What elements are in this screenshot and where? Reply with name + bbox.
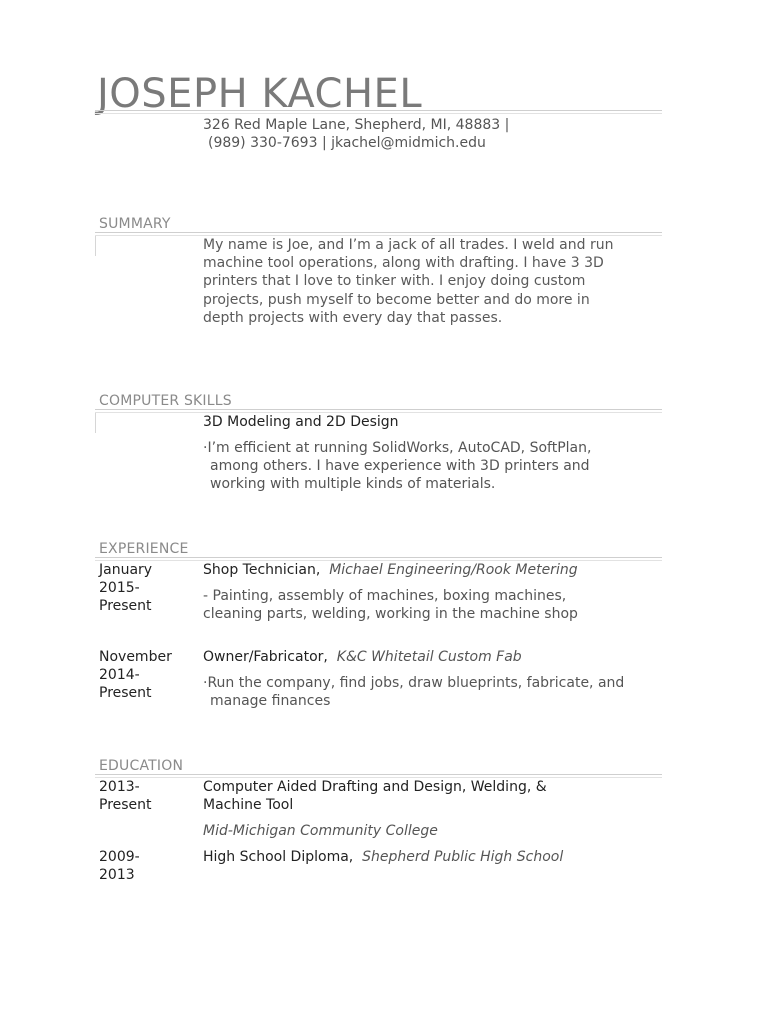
education-school: Shepherd Public High School: [362, 849, 564, 865]
job-dates: November 2014- Present: [99, 649, 172, 702]
candidate-name: JOSEPH KACHEL: [97, 71, 423, 117]
job-detail: ·Run the company, find jobs, draw blueprints, fabricate, and manage finances: [203, 675, 625, 710]
skills-detail: ·I’m efficient at running SolidWorks, AutoCAD, SoftPlan, among others. I have experience with 3D printers and working with multiple kinds of materials.: [203, 440, 592, 493]
job-title: Owner/Fabricator, K&C Whitetail Custom Fab: [203, 649, 522, 665]
skills-title: 3D Modeling and 2D Design: [203, 414, 399, 430]
education-dates: 2013- Present: [99, 779, 152, 814]
job-organization: Michael Engineering/Rook Metering: [329, 562, 578, 578]
job-title: Shop Technician, Michael Engineering/Rook Metering: [203, 562, 578, 578]
skills-heading: COMPUTER SKILLS: [99, 393, 232, 409]
contact-address: 326 Red Maple Lane, Shepherd, MI, 48883 |: [203, 117, 510, 133]
education-dates: 2009- 2013: [99, 849, 140, 884]
job-organization: K&C Whitetail Custom Fab: [336, 649, 522, 665]
summary-left-border: [95, 236, 96, 256]
name-divider: [95, 110, 662, 114]
summary-heading: SUMMARY: [99, 216, 171, 232]
education-program: Computer Aided Drafting and Design, Welding, & Machine Tool: [203, 779, 547, 814]
job-dates: January 2015- Present: [99, 562, 153, 615]
skills-left-border: [95, 413, 96, 433]
education-program: High School Diploma, Shepherd Public High School: [203, 849, 564, 865]
contact-phone-email: (989) 330-7693 | jkachel@midmich.edu: [208, 135, 486, 151]
education-heading: EDUCATION: [99, 758, 184, 774]
job-detail: - Painting, assembly of machines, boxing machines, cleaning parts, welding, working in the machine shop: [203, 588, 578, 623]
education-school: Mid-Michigan Community College: [203, 823, 438, 839]
experience-heading: EXPERIENCE: [99, 541, 189, 557]
summary-text: My name is Joe, and I’m a jack of all trades. I weld and run machine tool operations, along with drafting. I have 3 3D printers that I love to tinker with. I enjoy doing custom projects, push myself to become better and do more in depth projects with every day that passes.: [203, 237, 614, 326]
